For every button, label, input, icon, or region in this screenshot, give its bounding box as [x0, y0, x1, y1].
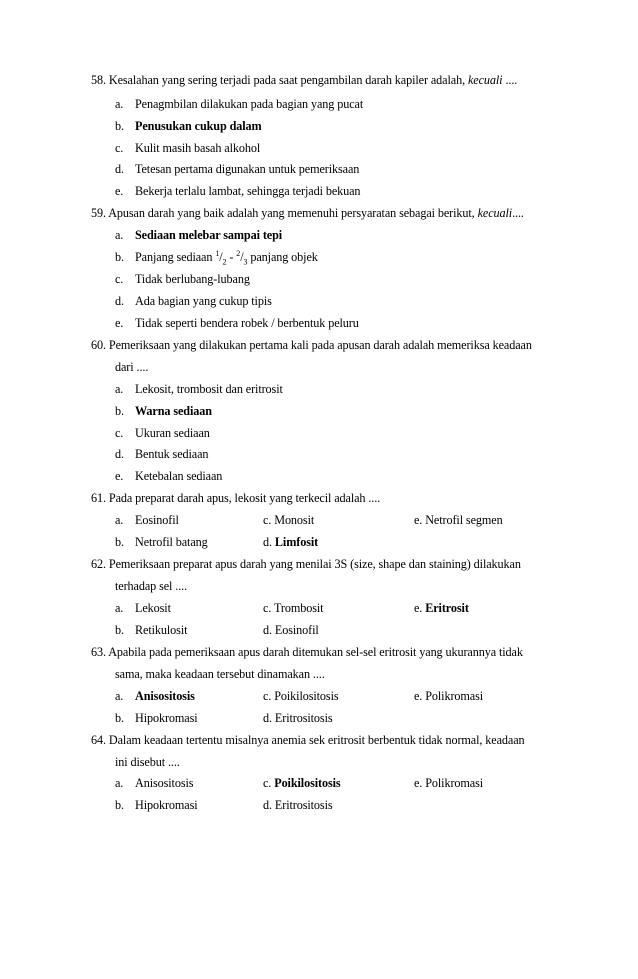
- question-number: 58.: [91, 73, 106, 87]
- option-letter: b.: [115, 119, 124, 133]
- question-60: [91, 338, 532, 352]
- option-letter: a.: [115, 601, 124, 615]
- option-60-c: [115, 426, 210, 440]
- question-text-continued: dari ....: [115, 360, 149, 374]
- option-61-c: [263, 513, 314, 527]
- option-text: e. Netrofil segmen: [414, 513, 503, 527]
- fraction-numerator: 1: [215, 248, 220, 258]
- option-text: Ketebalan sediaan: [135, 469, 223, 483]
- option-63-d: [263, 711, 333, 725]
- option-63-e: [414, 689, 483, 703]
- option-64-d: [263, 798, 333, 812]
- option-text: c. Poikilositosis: [263, 689, 339, 703]
- question-text: Pemeriksaan yang dilakukan pertama kali pada apusan darah adalah memeriksa keadaan: [108, 338, 532, 352]
- question-text: Apabila pada pemeriksaan apus darah ditemukan sel-sel eritrosit yang ukurannya tidak: [108, 645, 523, 659]
- question-text-continued: ini disebut ....: [115, 755, 180, 769]
- option-letter: e.: [115, 184, 124, 198]
- option-text: Panjang sediaan: [135, 250, 213, 264]
- option-text-answer: Eritrosit: [425, 601, 469, 615]
- question-60-line2: [115, 360, 148, 374]
- option-64-a: [115, 776, 193, 790]
- option-letter: e.: [414, 601, 423, 615]
- option-text: Tidak berlubang-lubang: [135, 272, 250, 286]
- option-text: Anisositosis: [135, 776, 194, 790]
- option-text: Bentuk sediaan: [135, 447, 209, 461]
- option-letter: d.: [115, 294, 124, 308]
- option-text: Retikulosit: [135, 623, 188, 637]
- fraction-denominator: 3: [243, 257, 248, 267]
- option-text: d. Eosinofil: [263, 623, 319, 637]
- option-61-d: [263, 535, 318, 549]
- option-text: c. Monosit: [263, 513, 315, 527]
- question-62: [91, 557, 521, 571]
- option-letter: b.: [115, 798, 124, 812]
- option-text-answer: Penusukan cukup dalam: [135, 119, 262, 133]
- question-58: [91, 73, 517, 87]
- option-letter: b.: [115, 711, 124, 725]
- fraction-numerator: 2: [236, 248, 241, 258]
- question-text: Pemeriksaan preparat apus darah yang menilai 3S (size, shape dan staining) dilakukan: [108, 557, 521, 571]
- option-text: Hipokromasi: [135, 711, 198, 725]
- option-63-b: [115, 711, 198, 725]
- option-text-answer: Anisositosis: [135, 689, 195, 703]
- option-60-b: [115, 404, 212, 418]
- question-64-line2: [115, 755, 180, 769]
- option-letter: a.: [115, 689, 124, 703]
- option-62-b: [115, 623, 187, 637]
- option-58-b: [115, 119, 262, 133]
- option-text: c. Trombosit: [263, 601, 324, 615]
- option-text: Ukuran sediaan: [135, 426, 210, 440]
- option-59-b: b. Panjang sediaan $^1/_2 - ^2/_3$ panjang objek: [115, 248, 318, 267]
- option-64-e: [414, 776, 483, 790]
- option-62-e: [414, 601, 469, 615]
- question-text-continued: terhadap sel ....: [115, 579, 188, 593]
- option-text: Lekosit: [135, 601, 171, 615]
- option-text: Bekerja terlalu lambat, sehingga terjadi bekuan: [135, 184, 361, 198]
- question-number: 63.: [91, 645, 106, 659]
- option-61-a: [115, 513, 179, 527]
- option-text: Kulit masih basah alkohol: [135, 141, 261, 155]
- option-text: Tetesan pertama digunakan untuk pemeriksaan: [135, 162, 360, 176]
- option-text: Eosinofil: [135, 513, 179, 527]
- option-letter: b.: [115, 250, 124, 264]
- option-letter: c.: [115, 141, 124, 155]
- question-63: [91, 645, 523, 659]
- question-61: [91, 491, 380, 505]
- question-ellipsis: ....: [505, 73, 518, 87]
- option-letter: d.: [263, 535, 272, 549]
- option-letter: b.: [115, 623, 124, 637]
- option-58-c: [115, 141, 260, 155]
- option-text: Ada bagian yang cukup tipis: [135, 294, 272, 308]
- option-text: d. Eritrositosis: [263, 798, 333, 812]
- option-62-a: [115, 601, 171, 615]
- option-text: Tidak seperti bendera robek / berbentuk peluru: [135, 316, 359, 330]
- option-letter: a.: [115, 228, 124, 242]
- option-letter: d.: [115, 447, 124, 461]
- option-64-b: [115, 798, 198, 812]
- option-letter: c.: [115, 272, 124, 286]
- option-letter: e.: [115, 316, 124, 330]
- option-text: Netrofil batang: [135, 535, 208, 549]
- question-64: [91, 733, 525, 747]
- question-63-line2: [115, 667, 325, 681]
- option-60-d: [115, 447, 208, 461]
- fraction-separator: -: [229, 250, 234, 264]
- option-letter: c.: [263, 776, 272, 790]
- option-58-a: [115, 97, 363, 111]
- option-text-answer: Sediaan melebar sampai tepi: [135, 228, 283, 242]
- question-59: [91, 206, 524, 220]
- option-text: Lekosit, trombosit dan eritrosit: [135, 382, 283, 396]
- option-62-d: [263, 623, 319, 637]
- question-62-line2: [115, 579, 187, 593]
- option-64-c: [263, 776, 341, 790]
- option-58-d: [115, 162, 359, 176]
- option-60-a: [115, 382, 283, 396]
- option-letter: a.: [115, 513, 124, 527]
- option-63-a: [115, 689, 195, 703]
- option-letter: a.: [115, 382, 124, 396]
- option-letter: d.: [115, 162, 124, 176]
- question-text: Dalam keadaan tertentu misalnya anemia sek eritrosit berbentuk tidak normal, keadaan: [108, 733, 525, 747]
- question-text: Pada preparat darah apus, lekosit yang terkecil adalah ....: [108, 491, 381, 505]
- option-text: e. Polikromasi: [414, 776, 484, 790]
- option-text-tail: panjang objek: [250, 250, 318, 264]
- option-letter: a.: [115, 97, 124, 111]
- option-60-e: [115, 469, 222, 483]
- option-59-c: [115, 272, 250, 286]
- question-ellipsis: ....: [512, 206, 524, 220]
- question-number: 64.: [91, 733, 106, 747]
- question-italic: kecuali: [467, 73, 503, 87]
- option-text-answer: Warna sediaan: [135, 404, 212, 418]
- option-61-e: [414, 513, 503, 527]
- question-number: 62.: [91, 557, 106, 571]
- option-58-e: [115, 184, 360, 198]
- question-text: Apusan darah yang baik adalah yang memenuhi persyaratan sebagai berikut,: [108, 206, 475, 220]
- option-61-b: [115, 535, 208, 549]
- question-number: 59.: [91, 206, 106, 220]
- option-text: e. Polikromasi: [414, 689, 484, 703]
- option-text-answer: Limfosit: [274, 535, 319, 549]
- option-letter: b.: [115, 404, 124, 418]
- option-59-e: [115, 316, 359, 330]
- option-63-c: [263, 689, 339, 703]
- option-text: Penagmbilan dilakukan pada bagian yang pucat: [135, 97, 364, 111]
- question-text-continued: sama, maka keadaan tersebut dinamakan ....: [115, 667, 325, 681]
- question-number: 61.: [91, 491, 106, 505]
- option-text-answer: Poikilositosis: [274, 776, 341, 790]
- question-text: Kesalahan yang sering terjadi pada saat pengambilan darah kapiler adalah,: [108, 73, 466, 87]
- option-letter: e.: [115, 469, 124, 483]
- option-text: d. Eritrositosis: [263, 711, 333, 725]
- fraction-denominator: 2: [222, 257, 227, 267]
- option-59-d: [115, 294, 272, 308]
- option-62-c: [263, 601, 323, 615]
- option-letter: c.: [115, 426, 124, 440]
- option-text: Hipokromasi: [135, 798, 198, 812]
- question-number: 60.: [91, 338, 106, 352]
- option-59-a: [115, 228, 282, 242]
- option-letter: b.: [115, 535, 124, 549]
- question-italic: kecuali: [477, 206, 513, 220]
- option-letter: a.: [115, 776, 124, 790]
